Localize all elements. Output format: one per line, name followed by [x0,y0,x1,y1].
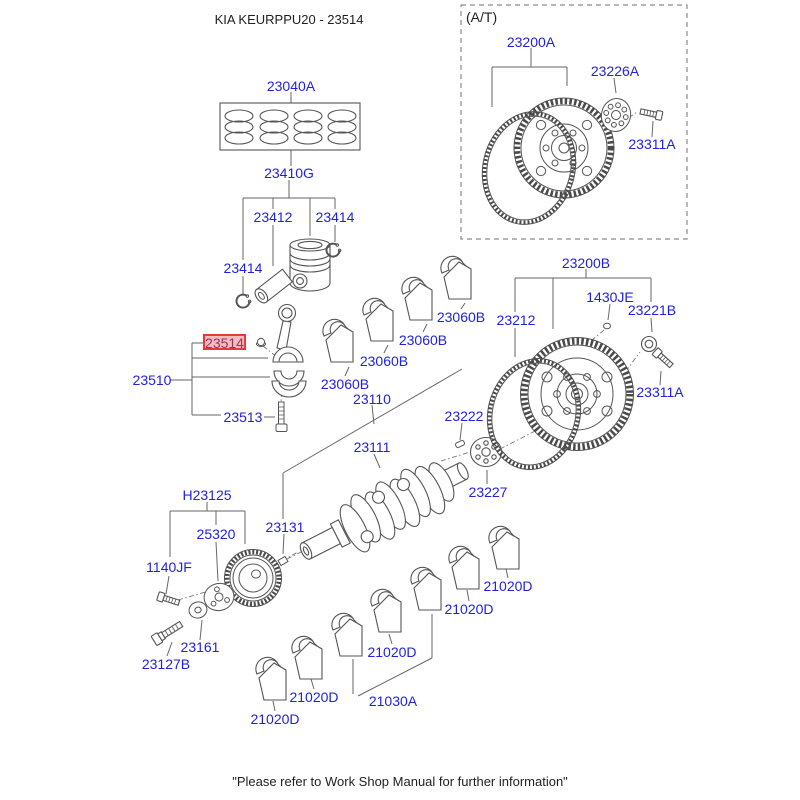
part-label-25320: 25320 [196,526,236,542]
part-label-23161: 23161 [180,639,220,655]
part-label-23311a-mt: 23311A [636,384,684,400]
part-label-23226a: 23226A [590,63,640,79]
dowel-1430je-drawing [604,323,611,329]
part-label-23410g: 23410G [264,165,314,181]
part-label-21020d-1: 21020D [483,578,533,594]
part-label-23200a: 23200A [506,34,556,50]
part-label-23060b-4: 23060B [436,309,486,325]
pilot-bearing-drawing [642,337,657,352]
part-label-23412: 23412 [253,209,293,225]
part-label-23060b-2: 23060B [359,353,409,369]
part-label-23060b-3: 23060B [398,332,448,348]
part-label-23414-left: 23414 [223,260,263,276]
connecting-rod-drawing [272,305,306,398]
flywheel-bolt-mt-drawing [652,348,674,369]
part-label-1140jf: 1140JF [146,559,192,575]
part-label-23414-right: 23414 [315,209,355,225]
piston-ring-set-drawing [220,103,360,150]
woodruff-key-drawing [455,440,465,448]
part-label-23131: 23131 [265,519,305,535]
page-title: KIA KEURPPU20 - 23514 [214,12,364,27]
highlighted-part-label-23514: 23514 [203,334,246,350]
part-label-23110: 23110 [353,391,391,407]
small-bolt-drawing [157,592,181,607]
part-label-1430je: 1430JE [586,289,634,305]
damper-bolt-drawing [151,619,184,645]
part-label-23040a: 23040A [266,78,316,94]
flywheel-bolt-at-drawing [640,107,663,120]
part-label-21020d-2: 21020D [444,601,494,617]
part-label-23221b: 23221B [627,302,677,318]
part-label-21020d-4: 21020D [289,689,339,705]
piston-drawing [290,239,330,291]
part-label-23212: 23212 [496,312,536,328]
snap-ring-left-drawing [237,295,251,308]
rod-nut-drawing [256,338,265,346]
part-label-21020d-3: 21020D [367,644,417,660]
footer-note: "Please refer to Work Shop Manual for further information" [232,774,568,789]
part-label-21020d-5: 21020D [250,711,300,727]
part-label-23227: 23227 [468,484,508,500]
part-label-23222: 23222 [444,408,484,424]
part-label-21030a: 21030A [368,693,418,709]
part-label-23311a-at: 23311A [628,136,676,152]
part-label-h23125: H23125 [182,487,232,503]
part-label-23111: 23111 [353,439,391,455]
part-label-23510: 23510 [132,372,172,388]
part-label-23513: 23513 [223,409,263,425]
rod-bolt-drawing [276,402,287,432]
part-label-23200b: 23200B [561,255,611,271]
dowel-pin-drawing [278,556,288,565]
part-label-23060b-1: 23060B [320,376,370,392]
part-label-23127b: 23127B [141,656,191,672]
at-section-tag: (A/T) [466,9,498,25]
